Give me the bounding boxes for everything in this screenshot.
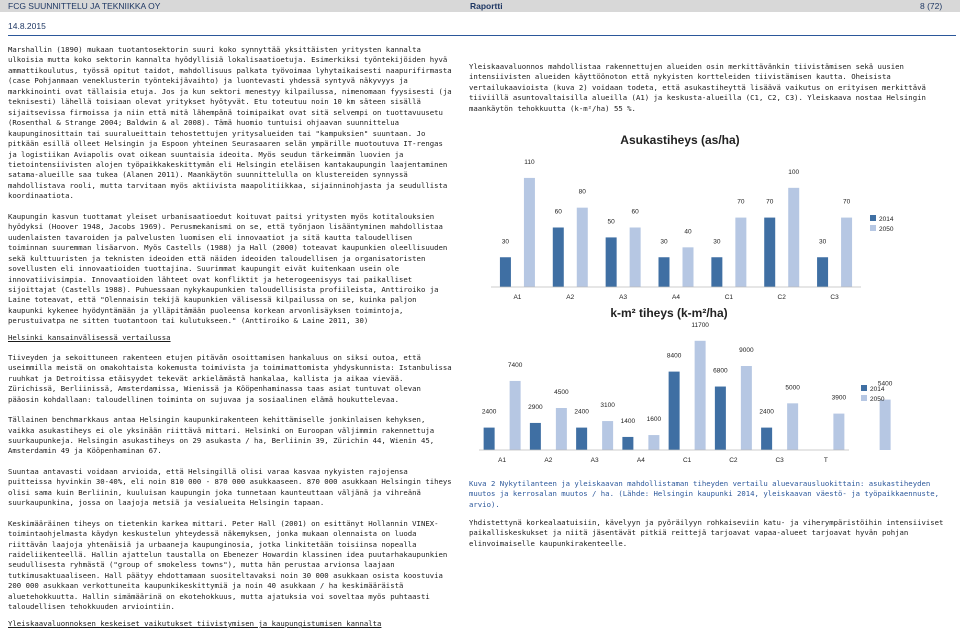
chart-2-bar-2050-A4 (648, 435, 659, 450)
chart-1-tick-label: A2 (566, 294, 575, 301)
chart-1-bar-2050-C3 (841, 218, 852, 287)
chart-1-data-label: 30 (713, 238, 721, 246)
chart-1-legend-swatch (870, 215, 876, 221)
chart-2-data-label: 3900 (831, 394, 847, 402)
chart-1-tick-label: A1 (513, 294, 522, 301)
paragraph-benchmark: Tällainen benchmarkkaus antaa Helsingin kaupunkirakenteen kehittämiselle jonkinlaisen kehyksen, vaikka asukastiheys ei ole yksinään riittävä mittari. Helsinki on Euroopan väljimmin rakennettuja suurkaupunkeja. Helsingin asukastiheys on 29 asukasta / ha, Berliinin 39, Zürichin 44, Wienin 45, Amsterdamin 49 ja Kööpenhaminan 67. (8, 415, 435, 456)
chart-1-data-label: 30 (818, 238, 827, 246)
chart-1-data-label: 40 (684, 228, 692, 236)
chart-2-data-label: 8400 (666, 352, 682, 360)
header-company: FCG SUUNNITTELU JA TEKNIIKKA OY (8, 1, 161, 11)
chart-1-data-label: 30 (501, 238, 510, 246)
chart-1-bar-2050-A2 (577, 208, 588, 287)
chart-2-tick-label: A4 (636, 457, 645, 464)
chart-2-bar-2050-A1 (510, 381, 521, 450)
chart-1-bar-2050-C1 (735, 218, 746, 287)
chart-1-tick-label: A4 (672, 294, 680, 301)
chart-1-bar-2014-A1 (500, 257, 511, 287)
chart-2-legend-swatch (861, 385, 867, 391)
chart-2-bar-2050-T (833, 414, 844, 450)
paragraph-local-centers: Yhdistettynä korkealaatuisiin, kävelyyn ja pyöräilyyn rohkaiseviin katu- ja viherympäristöihin intensiiviset paikalliskeskukset ja niitä jäsentävät pitkiä reittejä tarjoavat vapaa-alueet tarjoavat hyvän pohjan elinvoimaiselle kaupunkirakenteelle. (469, 518, 944, 548)
chart-2-tick-label: T (823, 457, 828, 464)
chart-2-data-label: 11700 (691, 321, 709, 329)
left-column (8, 45, 453, 623)
chart-2-bar-2014-C1 (669, 372, 680, 450)
chart-2-bar-2014-A4 (622, 437, 633, 450)
chart-1-bar-2050-A4 (683, 247, 694, 287)
section-heading-comparison: Helsinki kansainvälisessä vertailussa (8, 332, 171, 342)
document-date: 14.8.2015 (8, 21, 46, 31)
chart-2-tick-label: C3 (775, 457, 784, 464)
chart-2-data-label: 4500 (554, 389, 569, 396)
chart-2-tick-label: A2 (544, 457, 553, 464)
chart-1-bar-2050-C2 (788, 188, 799, 287)
paragraph-density-cities: Tiiveyden ja sekoittuneen rakenteen etujen pitävän osoittamisen hankaluus on siksi outoa, että useimmilla meistä on omakohtaista kokemusta toimivista ja toimimattomista yhdyskunnista: Istanbulissa ruuhkat ja Detroitissa etäisyydet tekevät arkielämästä hankalaa, kallista ja aikaa vievää. Zürichissä, Berliinissä, Amsterdamissa, Wienissä ja Kööpenhaminassa taas asiat tuntuvat olevan pääosin kohdallaan: taloudellinen toiminta on sujuvaa ja sosiaalinen elämä houkuttelevaa. (8, 352, 452, 404)
header-page-number: 8 (72) (920, 1, 943, 11)
chart-1-bar-2014-C3 (817, 257, 828, 287)
chart-2-tick-label: C2 (729, 457, 738, 464)
chart-2-bar-2050-A3 (602, 421, 613, 450)
chart-1-data-label: 70 (842, 198, 851, 206)
chart-2-bar-2050-C3 (787, 403, 798, 450)
chart-2-data-label: 2400 (759, 408, 774, 416)
chart-2-bar-2014-C3 (761, 428, 772, 450)
chart-2-tick-label: A3 (590, 457, 599, 464)
chart-2-legend-label: 2014 (870, 386, 885, 393)
chart-2-bar-2050-8 (880, 400, 891, 450)
chart-2-title: k-m² tiheys (k-m²/ha) (610, 306, 728, 320)
chart-2-data-label: 2400 (481, 408, 497, 416)
chart-2-bar-2014-A1 (484, 428, 495, 450)
chart-2-bar-2014-C2 (715, 387, 726, 450)
chart-2-data-label: 6800 (713, 367, 728, 375)
chart-2-data-label: 3100 (600, 402, 615, 410)
chart-2-bar-2050-C2 (741, 366, 752, 450)
chart-1-bar-2014-C2 (764, 218, 775, 287)
chart-2-legend-label: 2050 (870, 396, 885, 403)
chart-1-bar-2014-C1 (711, 257, 722, 287)
paragraph-urbanization: Kaupungin kasvun tuottamat yleiset urbanisaatioedut koituvat paitsi yritysten myös kotitalouksien hyödyksi (Hoover 1948, Jacobs 1969). Perusmekanismi on se, että työnjaon lisääntyminen mahdollistaa uudenlaisten tavaroiden ja palvelusten luomisen eli innovaatiot ja sitä kautta taloudellisen toiminnan suuremman lisäarvon. Myös Castells (1988) ja Hall (2000) toteavat kaupunkien oleellisuuden sekä kulttuuristen ja teknisten ideoiden että näiden ideoiden taloudellisen ja organisatoristen sovellusten eli innovaatioiden tuottajina. Suurimmat kaupungit eivät kuitenkaan usein ole innovatiivisimpia. Innovaatioiden lähteet ovat konfliktit ja heterogeenisyys tai paikalliset sijoittajat (Castells 1988). Puhuessaan nykykaupunkien taloudellisista profiileista, Anttiroiko ja Laine toteavat, että "Olennaisin tekijä kaupunkien välisessä kilpailussa on se, kuinka paljon kaupunki kykenee hyödyntämään ja ylläpitämään puoleensa korkean arvonlisäyksen toimintoja, perustuivatpa ne sitten tuotantoon tai kulutukseen." (Anttiroiko & Laine 2011, 30) (8, 211, 448, 326)
chart-2-data-label: 1600 (646, 416, 662, 424)
chart-2-tick-label: C1 (682, 457, 692, 464)
chart-1-data-label: 110 (524, 158, 535, 166)
chart-1-legend-label: 2050 (879, 226, 894, 233)
paragraph-growth-estimate: Suuntaa antavasti voidaan arvioida, että Helsingillä olisi varaa kasvaa nykyisten rajojensa puitteissa hyvinkin 30-40%, eli noin 810 000 - 870 000 asukkaaseen. 870 000 asukkaan Helsingin tiheys olisi sama kuin Berliinin, kuuluisan kaupungin joka tunnetaan kaunteuttaan väljänä ja vihreänä suurkaupunkina, jossa on laajoja metsiä ja vesialueita Helsingin tapaan. (8, 466, 452, 508)
chart-1-tick-label: C1 (724, 294, 734, 301)
chart-1-legend-label: 2014 (879, 216, 894, 223)
chart-2-bar-2014-A3 (576, 428, 587, 450)
chart-1-bar-2050-A1 (524, 178, 535, 287)
chart-floor-area-density (469, 302, 909, 470)
chart-2-bar-2014-A2 (530, 423, 541, 450)
chart-1-bar-2014-A4 (659, 257, 670, 287)
chart-1-legend-swatch (870, 225, 876, 231)
chart-1-data-label: 30 (660, 238, 668, 246)
chart-1-bar-2014-A3 (606, 237, 617, 287)
chart-1-data-label: 60 (631, 208, 639, 216)
chart-2-data-label: 9000 (739, 347, 754, 354)
chart-2-data-label: 2400 (574, 408, 589, 416)
chart-2-legend-swatch (861, 395, 867, 401)
header-document-type: Raportti (470, 1, 503, 11)
chart-2-data-label: 1400 (620, 417, 636, 425)
chart-1-data-label: 80 (578, 188, 586, 196)
chart-2-tick-label: A1 (498, 457, 507, 464)
header-divider (8, 35, 956, 36)
chart-1-data-label: 60 (554, 208, 562, 216)
chart-2-data-label: 5400 (877, 380, 893, 388)
chart-2-data-label: 7400 (507, 361, 523, 369)
chart-2-data-label: 5000 (785, 384, 800, 392)
chart-1-data-label: 100 (788, 168, 800, 176)
chart-1-bar-2014-A2 (553, 228, 564, 288)
paragraph-master-plan: Yleiskaavaluonnos mahdollistaa rakennettujen alueiden osin merkittävänkin tiivistämisen sekä uusien intensiivisten alueiden käyttöönoton että nykyisten kortteleiden tiivistämisen kautta. Oheisista vertailukaavioista (kuva 2) voidaan todeta, että asukastiheyttä lisäävä vaikutus on erityisen merkittävä tiiviillä asuntovaltaisilla alueilla (A1) ja keskusta-alueilla (C1, C2, C3). Yleiskaava nostaa Helsingin maankäytön tehokkuutta (k-m²/ha) 55 %. (469, 62, 926, 113)
chart-1-tick-label: C3 (830, 294, 839, 301)
paragraph-peter-hall: Keskimääräinen tiheys on tietenkin karkea mittari. Peter Hall (2001) on esittänyt Hollannin VINEX-toimintaohjelmasta käydyn keskustelun yhteydessä näkemyksen, jonka mukaan olennaista on luoda riittävän laajoja yhtenäisiä ja urbaaneja kaupunginosia, jotka linkitetään toisiinsa nopealla raideliikenteellä. Hallin ajattelun taustalla on Ebenezer Howardin klassinen idea puutarhakaupunkien seudullisesta ryhmästä ("group of smokeless towns"), mutta hän perustaa arvionsa laajaan tutkimusaktuaaliseen. Hall päätyy ehdottamaan suositeltavaksi noin 30 000 asukkaan osista koostuvia 200 000 asukkaan verkottuneita kaupunkikeskittymiä ja noin 40 asukkaan / ha keskimääräistä aluetehokkuutta. Hallin simämäärinä on ekotehokkuus, mutta ajatuksia voi soveltaa myös puhtaasti taloudellisen tehokkuuden arviointiin. (8, 518, 448, 612)
chart-1-bar-2050-A3 (630, 228, 641, 288)
chart-population-density (469, 130, 909, 302)
chart-1-title: Asukastiheys (as/ha) (620, 133, 740, 147)
figure-caption: Kuva 2 Nykytilanteen ja yleiskaavan mahdollistaman tiheyden vertailu aluevarausluokittain: asukastiheyden muutos ja kerrosalan muutos / ha. (Lähde: Helsingin kaupunki 2014, yleiskaavan väestö- ja työpaikkaennuste, arvio). (469, 479, 940, 509)
section-heading-impacts: Yleiskaavaluonnoksen keskeiset vaikutukset tiivistymisen ja kaupungistumisen kannalta (8, 619, 382, 628)
chart-1-tick-label: A3 (619, 294, 628, 301)
chart-2-bar-2050-C1 (695, 341, 706, 450)
chart-1-data-label: 70 (737, 198, 745, 206)
chart-2-bar-2050-A2 (556, 408, 567, 450)
chart-2-data-label: 2900 (528, 403, 543, 411)
chart-1-tick-label: C2 (777, 294, 786, 301)
paragraph-marshall: Marshallin (1890) mukaan tuotantosektorin suuri koko synnyttää yksittäisten yritysten kannalta ulkoisia mutta koko sektorin kannalta hyödyllisiä lokalisaatioetuja. Esimerkiksi työntekijöiden hyvä ammattikoulutus, työssä opitut taidot, mahdollisuus palkata työvoimaa lyhytaikaisesti naapurifirmasta (case Pohjanmaan veneklusterin työntekijävaihto) ja luontevasti yhdessä syntyvä näkyvyys ja markkinointi ovat tällaisia etuja. Jos ja kun sektori menestyy kilpailussa, nimenomaan fyysisesti (ja teknisesti) lähellä toisiaan olevat yritykset hyötyvät. Etu toteutuu noin 10 km säteen sisällä sijaitsevissa firmoissa ja niin että mitä lähempänä toimipaikat ovat sitä selvempi on tuottavuusetu (Rosenthal & Strange 2004; Baldwin & al 2008). Tämä huomio tuntuisi ohjaavan suunnittelua kaupunginosittain tai suuralueittain tehostettujen yritysalueiden tai "kampuksien" suuntaan. Jo pitkään esillä olleet Helsingin ja Espoon yhteinen Seurasaaren selän ympärille muotoutuva IT-rengas ja logistiikan Aviapolis ovat oikean suuntaisia ideoita. Myös seudun tärkeimmän luovien ja tietointensiivisten alojen työpaikkakeskittymän eli Helsingin eteläisen kantakaupungin laajentaminen satama-alueille saa tukea (Alanen 2011). Maankäytön suunnittelulla on klustereiden synnyssä mahdollistava rooli, mutta tarvitaan myös aktiivista maapolitiikkaa, sijainninohjasta ja seudullista koordinaatiota. (8, 45, 452, 201)
chart-1-data-label: 70 (766, 198, 774, 206)
chart-1-data-label: 50 (607, 218, 615, 226)
